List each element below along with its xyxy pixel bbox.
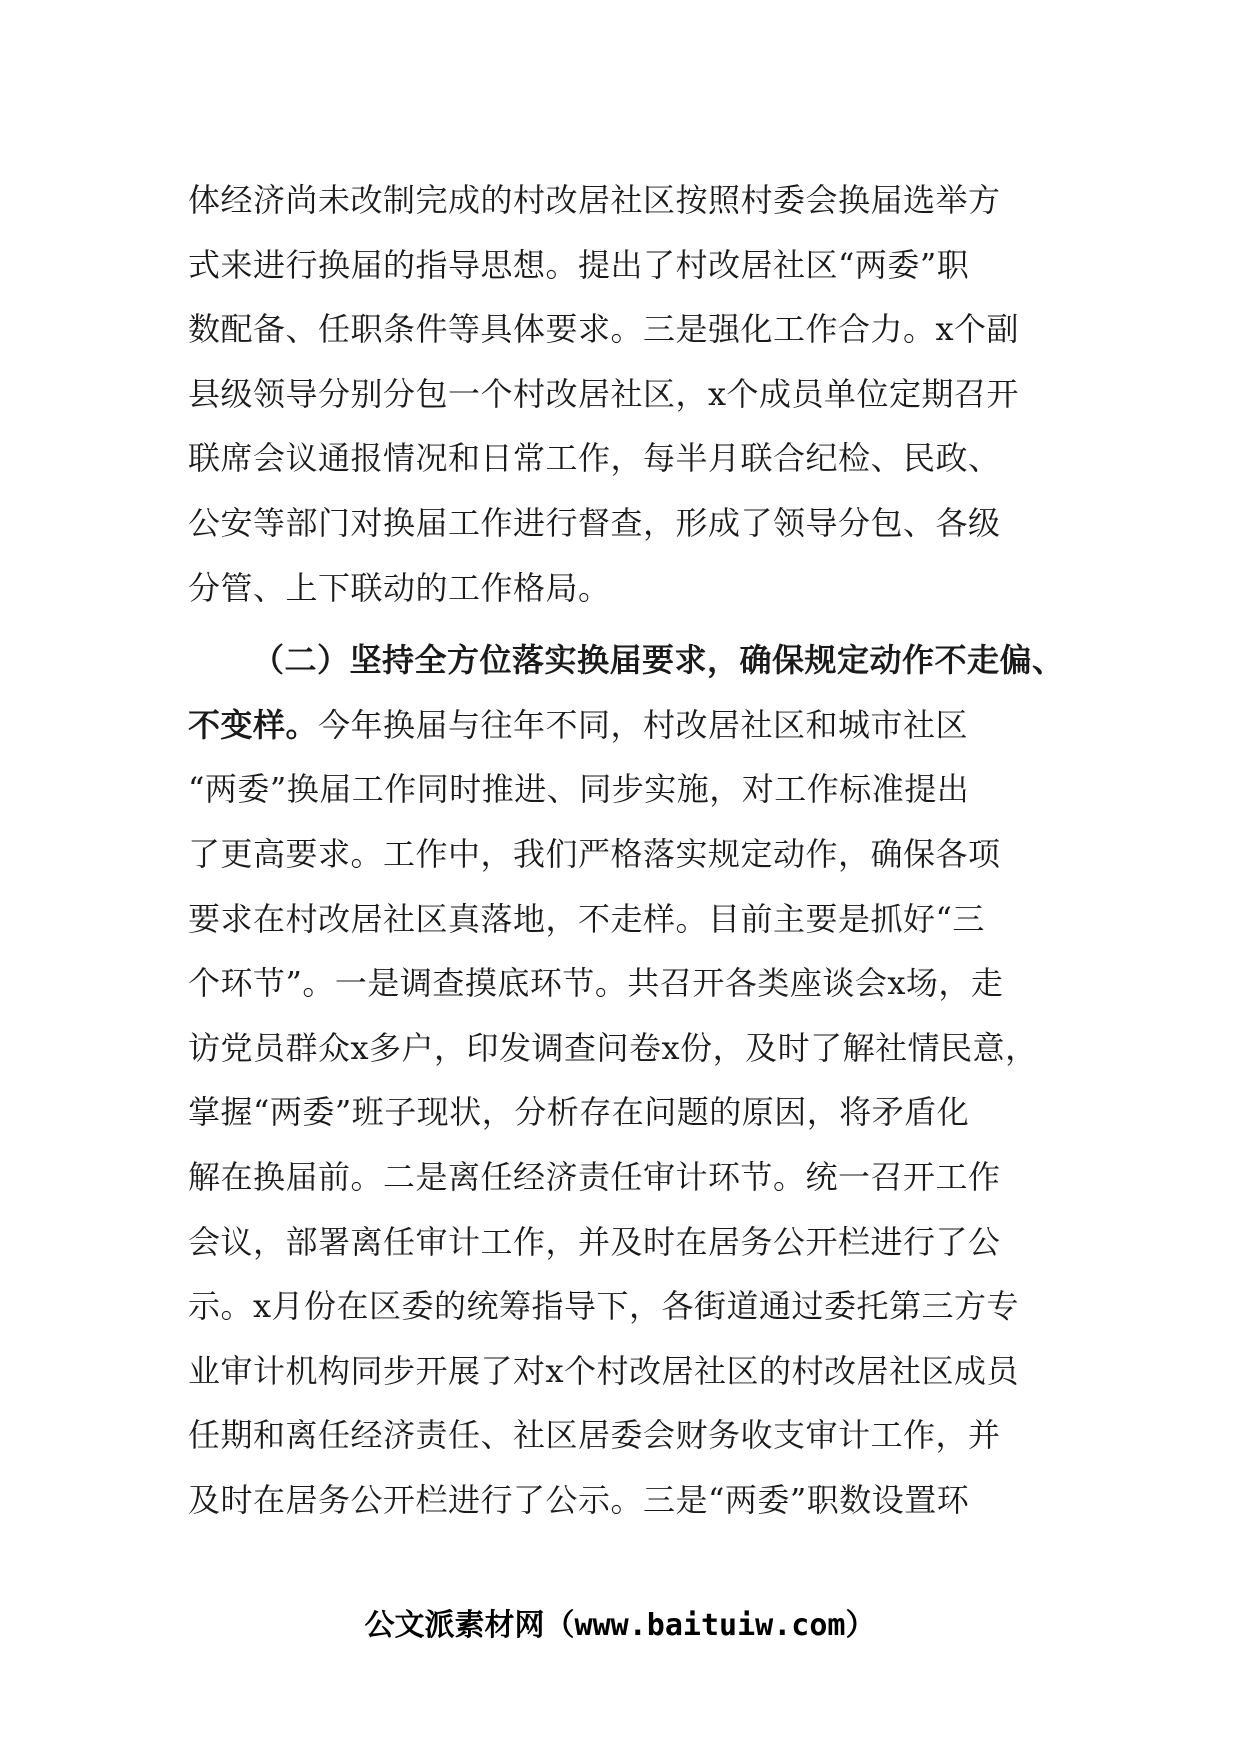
text-line: 式来进行换届的指导思想。提出了村改居社区“两委”职 bbox=[188, 245, 970, 284]
text-line: 示。x月份在区委的统筹指导下，各街道通过委托第三方专 bbox=[188, 1287, 1020, 1326]
section-heading-end: 不变样。 bbox=[188, 705, 319, 744]
text-line: 访党员群众x多户，印发调查问卷x份，及时了解社情民意， bbox=[188, 1028, 1038, 1067]
text-line: 数配备、任职条件等具体要求。三是强化工作合力。x个副 bbox=[188, 310, 1020, 349]
text-line: 个环节”。一是调查摸底环节。共召开各类座谈会x场，走 bbox=[188, 964, 1004, 1003]
text-line: 会议，部署离任审计工作，并及时在居务公开栏进行了公 bbox=[188, 1222, 1001, 1261]
text-line: 要求在村改居社区真落地，不走样。目前主要是抓好“三 bbox=[188, 899, 985, 938]
text-line-rest: 今年换届与往年不同，村改居社区和城市社区 bbox=[318, 705, 969, 744]
text-line: 及时在居务公开栏进行了公示。三是“两委”职数设置环 bbox=[188, 1480, 970, 1519]
text-line: 解在换届前。二是离任经济责任审计环节。统一召开工作 bbox=[188, 1157, 1001, 1196]
text-line: 联席会议通报情况和日常工作，每半月联合纪检、民政、 bbox=[188, 439, 1001, 478]
text-line: 公安等部门对换届工作进行督查，形成了领导分包、各级 bbox=[188, 503, 1001, 542]
text-line: 业审计机构同步开展了对x个村改居社区的村改居社区成员 bbox=[188, 1351, 1020, 1390]
text-line: 县级领导分别分包一个村改居社区，x个成员单位定期召开 bbox=[188, 374, 1020, 413]
body-text bbox=[188, 168, 1065, 1532]
section-heading: （二）坚持全方位落实换届要求，确保规定动作不走偏、 bbox=[252, 641, 1065, 680]
paragraph-2 bbox=[188, 628, 1065, 1532]
paragraph-1 bbox=[188, 168, 1058, 620]
text-line: 掌握“两委”班子现状，分析存在问题的原因，将矛盾化 bbox=[188, 1093, 970, 1132]
text-line: 了更高要求。工作中，我们严格落实规定动作，确保各项 bbox=[188, 834, 1001, 873]
text-line: 任期和离任经济责任、社区居委会财务收支审计工作，并 bbox=[188, 1416, 1001, 1455]
text-line: 体经济尚未改制完成的村改居社区按照村委会换届选举方 bbox=[188, 181, 1001, 219]
text-line bbox=[188, 693, 1058, 758]
text-line: “两委”换届工作同时推进、同步实施，对工作标准提出 bbox=[188, 770, 970, 809]
page-footer: 公文派素材网（www.baituiw.com） bbox=[364, 1608, 876, 1643]
text-line: 分管、上下联动的工作格局。 bbox=[188, 568, 611, 607]
